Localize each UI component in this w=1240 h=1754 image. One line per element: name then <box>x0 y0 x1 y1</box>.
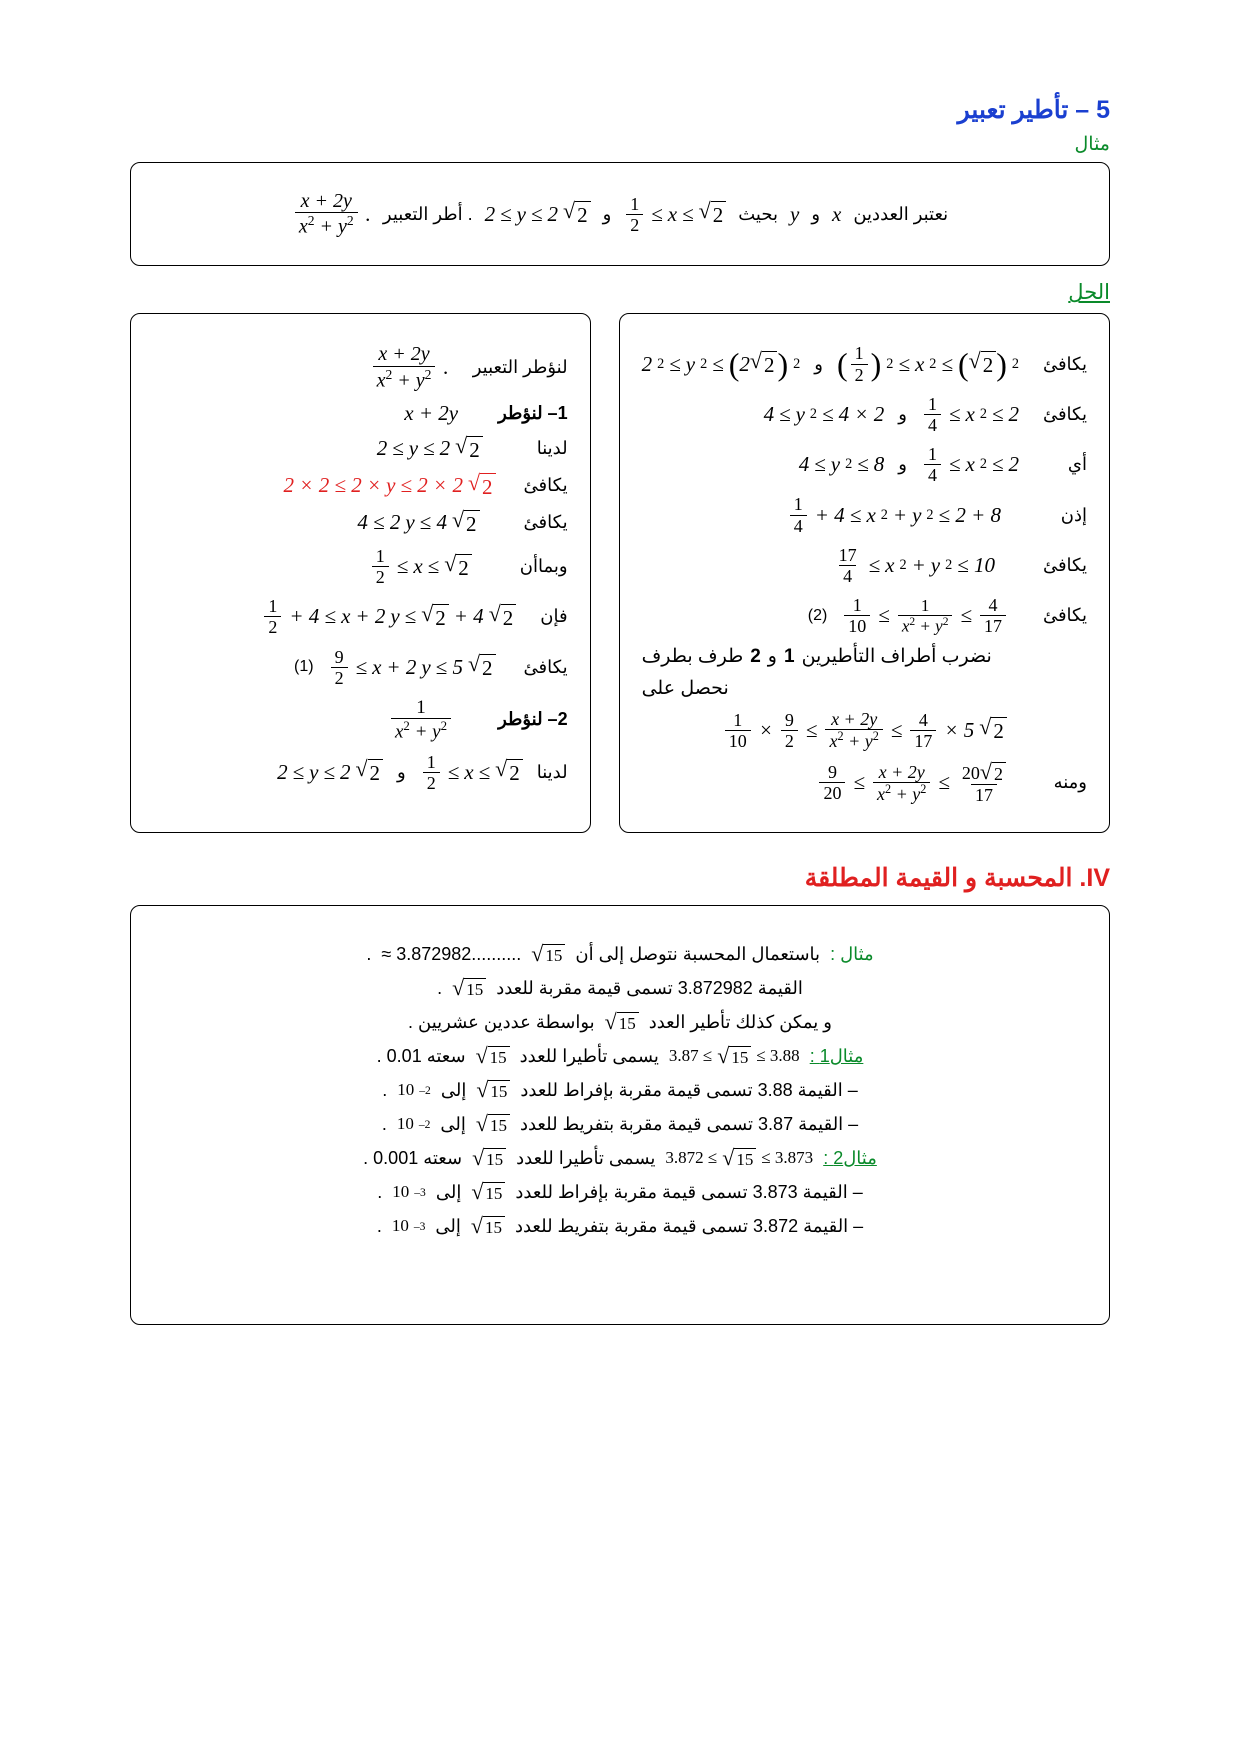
left-ref-2: 2 <box>750 645 761 667</box>
example-label: مثال <box>1074 134 1110 155</box>
calc-text-3b: بواسطة عددين عشريين . <box>408 1011 595 1032</box>
calc-text-4: يسمى تأطيرا للعدد <box>519 1045 659 1066</box>
calc-text-7b: سعته 0.001 . <box>363 1147 463 1168</box>
solution-label: الحل <box>1068 281 1110 305</box>
left-math-4: $\frac{1}{4}$ + 4 ≤ x 2 + y 2 ≤ 2 + 8 <box>787 494 1001 535</box>
left-text-8: نحصل على <box>641 678 729 700</box>
left-math-2a: $\frac{1}{4}$ ≤ x 2 ≤ 2 <box>921 394 1019 435</box>
left-kw-3: أي <box>1067 454 1087 475</box>
calc-math-9: √ 15 <box>471 1215 505 1238</box>
right-line-3 <box>153 432 568 463</box>
calc-line-8 <box>163 1178 1077 1204</box>
example-statement <box>292 190 948 238</box>
example-and-2: و <box>602 203 612 224</box>
right-line-4 <box>153 469 568 500</box>
left-line-1 <box>642 343 1087 384</box>
calc-math-1: √ 15 <box>531 943 565 966</box>
calc-pow-exp-6: –2 <box>418 1117 431 1131</box>
calculator-box <box>130 905 1110 1325</box>
left-line-7 <box>642 645 1087 668</box>
left-math-3b: 4 ≤ y 2 ≤ 8 <box>798 452 885 477</box>
left-text-7b: طرف بطرف <box>641 646 744 668</box>
calc-text-9b: إلى <box>435 1215 461 1236</box>
left-and-3: و <box>898 454 907 475</box>
right-kw-2: 1– لنؤطر <box>498 402 568 423</box>
calc-pow-exp-9: –3 <box>413 1219 426 1233</box>
left-math-6: $\frac{1}{10}$ ≤ $\frac{1}{x^2 + y^2}$ ≤ $\frac{4}{17}$ <box>841 595 1009 636</box>
right-math-7: $\frac{1}{2}$ + 4 ≤ x + 2 y ≤ √ 2 + 4 √ 2 <box>261 596 516 637</box>
left-line-10 <box>642 758 1087 805</box>
right-kw-10: لدينا <box>536 761 568 782</box>
left-line-6 <box>642 595 1087 636</box>
left-kw-4: إذن <box>1060 504 1087 525</box>
right-kw-3: لدينا <box>536 438 568 459</box>
calc-example1-label: مثال1 : <box>809 1045 864 1066</box>
left-kw-2: يكافئ <box>1042 403 1087 424</box>
right-line-6 <box>153 546 568 587</box>
left-math-1b: 2 2 ≤ y 2 ≤ ( 2 √ 2 ) 2 <box>641 345 801 382</box>
section-4-title: IV. المحسبة و القيمة المطلقة <box>804 863 1110 892</box>
example-text-a: نعتبر العددين <box>853 203 949 224</box>
calc-math-7: √ 15 <box>472 1147 506 1170</box>
right-kw-1: لنؤطر التعبير <box>472 357 568 378</box>
calc-text-5b: إلى <box>440 1079 467 1100</box>
left-text-7a: نضرب أطراف التأطيرين <box>801 646 992 668</box>
calc-ineq-1-right: ≤ 3.88 <box>756 1046 800 1066</box>
calc-math-5: √ 15 <box>476 1079 510 1102</box>
calc-pow-base-9: 10 <box>391 1216 409 1236</box>
right-kw-6: وبماأن <box>519 556 568 577</box>
right-kw-7: فإن <box>540 606 568 627</box>
left-line-9 <box>642 709 1087 751</box>
left-and-1: و <box>814 353 823 374</box>
calc-text-7: يسمى تأطيرا للعدد <box>516 1147 656 1168</box>
right-line-8 <box>153 647 568 688</box>
left-ref-1: 1 <box>783 645 795 667</box>
calc-line-5 <box>163 1076 1077 1102</box>
right-math-2: x + 2y <box>404 400 459 425</box>
left-math-3a: $\frac{1}{4}$ ≤ x 2 ≤ 2 <box>921 444 1019 485</box>
left-and-2: و <box>898 403 907 424</box>
left-math-2b: 4 ≤ y 2 ≤ 4 × 2 <box>763 401 885 426</box>
left-kw-10: ومنه <box>1053 772 1087 793</box>
calc-text-9: – القيمة 3.872 تسمى قيمة مقربة بتفريط للعدد <box>514 1215 864 1236</box>
calc-ineq-1-left: 3.87 ≤ <box>668 1046 713 1066</box>
solution-right-box <box>130 313 591 833</box>
calc-example-label: مثال : <box>830 943 874 964</box>
calc-math-3: √ 15 <box>605 1011 639 1034</box>
right-and-10: و <box>397 761 406 782</box>
calc-text-4b: سعته 0.01 . <box>376 1045 466 1066</box>
calc-text-5: – القيمة 3.88 تسمى قيمة مقربة بإفراط للعدد <box>520 1079 858 1100</box>
calc-pow-base-8: 10 <box>392 1182 410 1202</box>
calc-math-4: √ 15 <box>476 1045 510 1068</box>
calc-dot-9: . <box>376 1215 382 1236</box>
calc-text-2: القيمة 3.872982 تسمى قيمة مقربة للعدد <box>496 977 803 998</box>
calc-text-6b: إلى <box>440 1113 466 1134</box>
calc-pow-exp-8: –3 <box>414 1185 426 1199</box>
right-line-10 <box>153 752 568 793</box>
right-line-1 <box>153 343 568 391</box>
left-line-8 <box>642 677 1087 700</box>
left-math-1a: ( $\frac{1}{2}$ ) 2 ≤ x 2 ≤ ( √ 2 ) 2 <box>836 343 1019 385</box>
calc-text-8: – القيمة 3.873 تسمى قيمة مقربة بإفراط للعدد <box>515 1181 863 1202</box>
example-text-c: . أطر التعبير <box>382 203 473 224</box>
right-math-10a: $\frac{1}{2}$ ≤ x ≤ √ 2 <box>420 752 523 793</box>
example-expression: $\frac{x + 2y}{x^2 + y^2}$ . <box>292 190 371 238</box>
calc-ineq-2-right: ≤ 3.873 <box>761 1148 814 1168</box>
calc-pow-base-5: 10 <box>397 1080 415 1100</box>
right-kw-4: يكافئ <box>523 475 568 496</box>
calc-example2-label: مثال2 : <box>823 1147 877 1168</box>
calc-text-8b: إلى <box>435 1181 462 1202</box>
right-line-5 <box>153 506 568 537</box>
example-ineq-y: 2 ≤ y ≤ 2 √ 2 <box>485 200 591 228</box>
right-math-3: 2 ≤ y ≤ 2 √ 2 <box>377 435 483 463</box>
solution-columns <box>130 313 1110 833</box>
right-tag-1: (1) <box>294 658 314 676</box>
left-line-3 <box>642 444 1087 485</box>
left-math-9: $\frac{1}{10}$ × $\frac{9}{2}$ ≤ $\frac{x + 2y}{x^2 + y^2}$ ≤ $\frac{4}{17}$ × 5 √ 2 <box>722 709 1007 751</box>
left-line-4 <box>642 494 1087 535</box>
calc-pow-exp-5: –2 <box>419 1083 431 1097</box>
example-ineq-x: $\frac{1}{2}$ ≤ x ≤ √ 2 <box>623 194 726 235</box>
calc-ineq-2: 3.872 ≤ √ 15 ≤ 3.873 <box>665 1144 814 1170</box>
example-and: و <box>811 203 821 224</box>
example-var-x: x <box>832 201 842 226</box>
right-kw-9: 2– لنؤطر <box>498 709 568 730</box>
calc-line-7 <box>163 1144 1077 1170</box>
calc-line-1 <box>163 940 1077 966</box>
right-math-8: $\frac{9}{2}$ ≤ x + 2 y ≤ 5 √ 2 <box>328 647 496 688</box>
right-kw-5: يكافئ <box>523 512 568 533</box>
solution-left-box <box>619 313 1110 833</box>
calc-text-1: باستعمال المحسبة نتوصل إلى أن <box>575 943 821 964</box>
left-kw-5: يكافئ <box>1042 554 1087 575</box>
calc-dot-5: . <box>382 1079 388 1100</box>
calc-line-2 <box>163 974 1077 1000</box>
right-math-6: $\frac{1}{2}$ ≤ x ≤ √ 2 <box>369 546 472 587</box>
example-box <box>130 162 1110 266</box>
calc-text-3: و يمكن كذلك تأطير العدد <box>648 1011 832 1032</box>
left-tag-2: (2) <box>807 606 828 624</box>
calc-dot-2: . <box>437 977 443 998</box>
calc-math-2: √ 15 <box>452 977 486 1000</box>
calc-dot-8: . <box>377 1181 383 1202</box>
example-var-y: y <box>789 201 800 226</box>
left-math-5: $\frac{17}{4}$ ≤ x 2 + y 2 ≤ 10 <box>838 544 995 586</box>
calc-pow-base-6: 10 <box>396 1114 414 1134</box>
left-line-5 <box>642 545 1087 586</box>
calc-pow-9 <box>392 1216 426 1236</box>
left-and-7: و <box>767 646 777 668</box>
right-kw-8: يكافئ <box>523 656 568 677</box>
right-line-2 <box>153 401 568 426</box>
calc-line-3 <box>163 1008 1077 1034</box>
left-kw-1: يكافئ <box>1042 353 1087 374</box>
calc-line-9 <box>163 1212 1077 1238</box>
calc-dot-1: . <box>366 943 372 964</box>
right-math-10b: 2 ≤ y ≤ 2 √ 2 <box>277 758 383 786</box>
left-line-2 <box>642 394 1087 435</box>
calc-pow-6 <box>397 1114 431 1134</box>
right-math-5: 4 ≤ 2 y ≤ 4 √ 2 <box>357 509 479 537</box>
right-line-7 <box>153 596 568 637</box>
calc-pow-5 <box>397 1080 431 1100</box>
right-math-1: $\frac{x + 2y}{x^2 + y^2}$ . <box>370 343 449 391</box>
calc-ineq-2-left: 3.872 ≤ <box>665 1148 718 1168</box>
right-math-4: 2 × 2 ≤ 2 × y ≤ 2 × 2 √ 2 <box>284 472 496 500</box>
calc-math-8: √ 15 <box>471 1181 505 1204</box>
left-math-10: $\frac{9}{20}$ ≤ $\frac{x + 2y}{x^2 + y^2}$ ≤ 20 √ 2 17 <box>816 761 1013 805</box>
calc-pow-8 <box>392 1182 426 1202</box>
calc-math-6: √ 15 <box>476 1113 510 1136</box>
calc-approx-1: ≈ 3.872982.......... <box>381 943 522 964</box>
right-line-9 <box>153 697 568 743</box>
calc-ineq-1: 3.87 ≤ √ 15 ≤ 3.88 <box>668 1042 800 1068</box>
calc-line-6 <box>163 1110 1077 1136</box>
calc-dot-6: . <box>381 1113 387 1134</box>
calc-line-4 <box>163 1042 1077 1068</box>
calc-text-6: – القيمة 3.87 تسمى قيمة مقربة بتفريط للعدد <box>519 1113 859 1134</box>
section-5-title: 5 – تأطير تعبير <box>957 96 1110 124</box>
right-math-9: $\frac{1}{x^2 + y^2}$ <box>388 697 454 743</box>
left-kw-6: يكافئ <box>1042 605 1087 626</box>
example-text-b: بحيث <box>738 203 778 224</box>
